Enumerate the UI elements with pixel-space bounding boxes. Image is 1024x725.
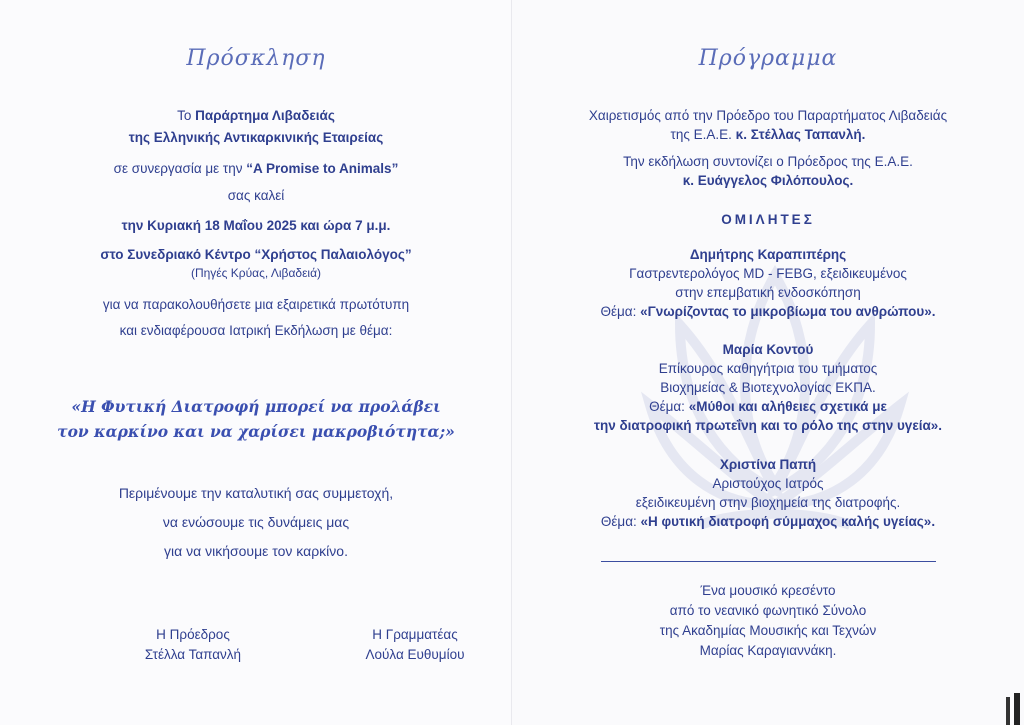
speaker-3 — [512, 455, 1024, 531]
music-line-1: Ένα μουσικό κρεσέντο — [700, 583, 836, 598]
speaker-topic: Θέμα: «Μύθοι και αλήθειες σχετικά με — [649, 399, 887, 414]
president-signature — [118, 625, 268, 665]
intro-line-1: Το Παράρτημα Λιβαδειάς — [177, 108, 335, 123]
divider-line — [601, 561, 936, 562]
speaker-topic-cont: την διατροφική πρωτεΐνη και το ρόλο της στην υγεία». — [593, 418, 943, 433]
speaker-credential: στην επεμβατική ενδοσκόπηση — [675, 285, 861, 300]
speaker-name: Δημήτρης Καραπιπέρης — [689, 247, 847, 262]
scan-edge-mark — [1006, 697, 1010, 725]
speaker-credential: Βιοχημείας & Βιοτεχνολογίας ΕΚΠΑ. — [660, 380, 876, 395]
speaker-topic: Θέμα: «Η φυτική διατροφή σύμμαχος καλής υγείας». — [600, 514, 936, 529]
event-date-time: την Κυριακή 18 Μαΐου 2025 και ώρα 7 μ.μ. — [121, 218, 391, 233]
event-location: (Πηγές Κρύας, Λιβαδειά) — [190, 266, 322, 280]
intro-line-4: σας καλεί — [227, 188, 285, 203]
closing-line-1: Περιμένουμε την καταλυτική σας συμμετοχή, — [118, 485, 394, 501]
closing-text — [0, 484, 512, 571]
event-topic-quote — [0, 394, 512, 444]
invitation-title: Πρόσκληση — [186, 46, 326, 71]
secretary-signature — [340, 625, 490, 665]
speakers-heading: ΟΜΙΛΗΤΕΣ — [721, 212, 815, 227]
secretary-role: Η Γραμματέας — [372, 627, 458, 642]
greeting-block — [512, 106, 1024, 190]
speaker-credential: Γαστρεντερολόγος MD - FEBG, εξειδικευμένος — [629, 266, 907, 281]
intro-line-8: για να παρακολουθήσετε μια εξαιρετικά πρωτότυπη — [102, 297, 410, 312]
intro-line-9: και ενδιαφέρουσα Ιατρική Εκδήλωση με θέμα: — [119, 323, 393, 338]
speaker-credential: Αριστούχος Ιατρός — [712, 476, 824, 491]
coordinator-line-1: Την εκδήλωση συντονίζει ο Πρόεδρος της Ε.Α.Ε. — [623, 154, 913, 169]
program-page — [512, 0, 1024, 725]
speaker-name: Μαρία Κοντού — [722, 342, 814, 357]
music-line-4: Μαρίας Καραγιαννάκη. — [699, 643, 837, 658]
speaker-topic: Θέμα: «Γνωρίζοντας το μικροβίωμα του ανθρώπου». — [600, 304, 936, 319]
president-name: Στέλλα Ταπανλή — [144, 647, 242, 662]
music-line-3: της Ακαδημίας Μουσικής και Τεχνών — [659, 623, 877, 638]
greeting-line-2: της Ε.Α.Ε. κ. Στέλλας Ταπανλή. — [670, 127, 866, 142]
closing-line-3: για να νικήσουμε τον καρκίνο. — [164, 543, 348, 559]
event-venue: στο Συνεδριακό Κέντρο “Χρήστος Παλαιολόγος” — [100, 247, 412, 262]
greeting-line-1: Χαιρετισμός από την Πρόεδρο του Παραρτήματος Λιβαδειάς — [588, 108, 948, 123]
intro-line-2: της Ελληνικής Αντικαρκινικής Εταιρείας — [128, 130, 384, 145]
music-line-2: από το νεανικό φωνητικό Σύνολο — [669, 603, 867, 618]
president-role: Η Πρόεδρος — [156, 627, 230, 642]
speaker-1 — [512, 245, 1024, 321]
speaker-credential: Επίκουρος καθηγήτρια του τμήματος — [658, 361, 878, 376]
music-block — [512, 581, 1024, 661]
intro-line-3: σε συνεργασία με την “A Promise to Animals” — [113, 161, 399, 176]
quote-line-2: τον καρκίνο και να χαρίσει μακροβιότητα;» — [57, 422, 455, 441]
secretary-name: Λούλα Ευθυμίου — [365, 647, 465, 662]
closing-line-2: να ενώσουμε τις δυνάμεις μας — [162, 514, 350, 530]
scan-edge-mark — [1014, 693, 1020, 725]
coordinator-line-2: κ. Ευάγγελος Φιλόπουλος. — [682, 173, 854, 188]
invitation-intro — [0, 106, 512, 340]
program-title: Πρόγραμμα — [698, 46, 838, 71]
speaker-2 — [512, 340, 1024, 435]
quote-line-1: «Η Φυτική Διατροφή μπορεί να προλάβει — [71, 397, 441, 416]
speaker-credential: εξειδικευμένη στην βιοχημεία της διατροφής. — [635, 495, 901, 510]
speaker-name: Χριστίνα Παπή — [719, 457, 817, 472]
